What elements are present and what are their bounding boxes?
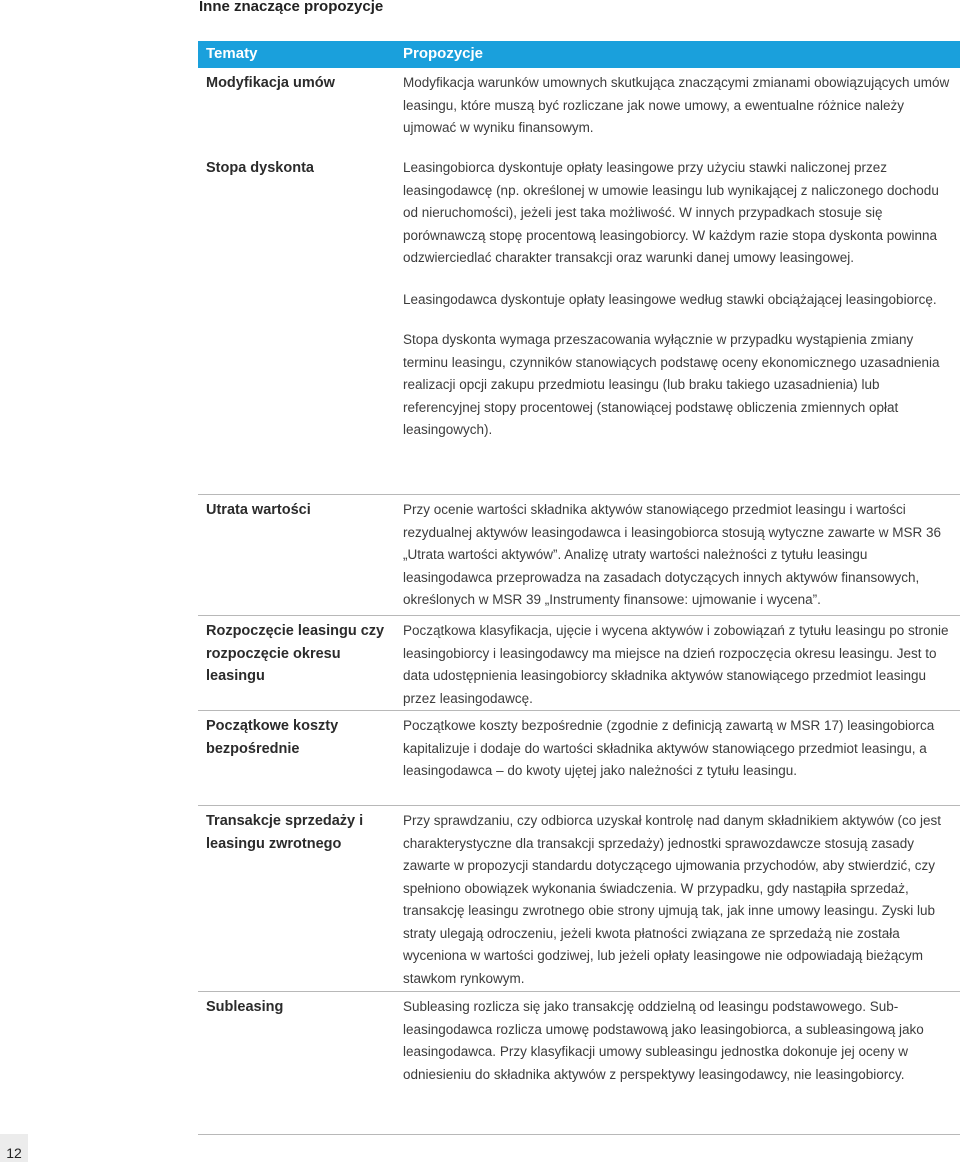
row-topic: Początkowe koszty bezpośrednie — [206, 718, 339, 757]
table-row — [198, 68, 960, 153]
table-header — [198, 41, 960, 68]
row-topic: Stopa dyskonta — [206, 160, 314, 176]
table-row — [198, 495, 960, 615]
row-topic: Modyfikacja umów — [206, 75, 335, 91]
row-topic: Transakcje sprzedaży i leasingu zwrotnego — [206, 813, 364, 852]
table-row — [198, 616, 960, 710]
table-row — [198, 153, 960, 494]
column-header-proposals: Propozycje — [403, 45, 484, 62]
table-row — [198, 711, 960, 805]
row-proposal: Leasingobiorca dyskontuje opłaty leasingowe przy użyciu stawki naliczonej przez leasingodawcę (np. określonej w umowie leasingu lub wynikającej z naliczonego dochodu od nieruchomości), jeżeli jest taka możliwość. W innych przypadkach stosuje się porównawczą stopę procentową leasingobiorcy. W każdym razie stopa dyskonta powinna odzwierciedlać charakter transakcji oraz warunki danej umowy leasingowej. Leasingodawca dyskontuje opłaty leasingowe według stawki obciążającej leasingobiorcę. Stopa dyskonta wymaga przeszacowania wyłącznie w przypadku wystąpienia zmiany terminu leasingu, czynników stanowiących podstawę oceny ekonomicznego uzasadnienia realizacji opcji zakupu przedmiotu leasingu (lub braku takiego uzasadnienia) lub referencyjnej stopy procentowej (stanowiącej podstawę obliczenia zmiennych opłat leasingowych). — [403, 160, 940, 437]
row-proposal: Początkowe koszty bezpośrednie (zgodnie z definicją zawartą w MSR 17) leasingobiorca kapitalizuje i dodaje do wartości składnika aktywów stanowiącego przedmiot leasingu, a leasingodawca – do kwoty ujętej jako należności z tytułu leasingu. — [403, 718, 935, 778]
table-row — [198, 992, 960, 1134]
row-proposal: Przy sprawdzaniu, czy odbiorca uzyskał kontrolę nad danym składnikiem aktywów (co jest charakterystyczne dla transakcji sprzedaży) jednostki sprawozdawcze stosują zasady zawarte w propozycji standardu dotyczącego ujmowania przychodów, aby stwierdzić, czy spełniono obowiązek wykonania świadczenia. W przypadku, gdy nastąpiła sprzedaż, transakcję leasingu zwrotnego obie strony ujmują tak, jak inne umowy leasingu. Zyski lub straty ulegają odroczeniu, jeżeli kwota płatności związana ze sprzedażą nie została wyceniona w wartości godziwej, lub jeżeli opłaty leasingowe nie odpowiadają bieżącym stawkom rynkowym. — [403, 813, 941, 986]
table-row — [198, 806, 960, 991]
column-header-topics: Tematy — [206, 45, 258, 62]
row-proposal: Przy ocenie wartości składnika aktywów stanowiącego przedmiot leasingu i wartości rezydualnej aktywów leasingodawca i leasingobiorca stosują wytyczne zawarte w MSR 36 „Utrata wartości aktywów”. Analizę utraty wartości należności z tytułu leasingu leasingodawca przeprowadza na zasadach dotyczących innych aktywów finansowych, określonych w MSR 39 „Instrumenty finansowe: ujmowanie i wycena”. — [403, 502, 942, 607]
page-heading: Inne znaczące propozycje — [199, 0, 384, 15]
row-proposal: Modyfikacja warunków umownych skutkująca znaczącymi zmianami obowiązujących umów leasingu, które muszą być rozliczane jak nowe umowy, a ewentualne różnice należy ujmować w wyniku finansowym. — [403, 75, 950, 135]
row-proposal: Początkowa klasyfikacja, ujęcie i wycena aktywów i zobowiązań z tytułu leasingu po stronie leasingobiorcy i leasingodawcy ma miejsce na dzień rozpoczęcia okresu leasingu. Jest to data udostępnienia leasingobiorcy składnika aktywów stanowiącego przedmiot leasingu przez leasingodawcę. — [403, 623, 949, 706]
page-number: 12 — [0, 1134, 28, 1162]
row-topic: Subleasing — [206, 999, 284, 1015]
row-topic: Rozpoczęcie leasingu czy rozpoczęcie okresu leasingu — [206, 623, 385, 684]
row-topic: Utrata wartości — [206, 502, 311, 518]
row-proposal: Subleasing rozlicza się jako transakcję oddzielną od leasingu podstawowego. Sub-leasingodawca rozlicza umowę podstawową jako leasingobiorca, a subleasingową jako leasingodawca. Przy klasyfikacji umowy subleasingu jednostka dokonuje jej oceny w odniesieniu do składnika aktywów z perspektywy leasingodawcy, nie leasingobiorcy. — [403, 999, 924, 1082]
proposals-table — [198, 41, 960, 1135]
